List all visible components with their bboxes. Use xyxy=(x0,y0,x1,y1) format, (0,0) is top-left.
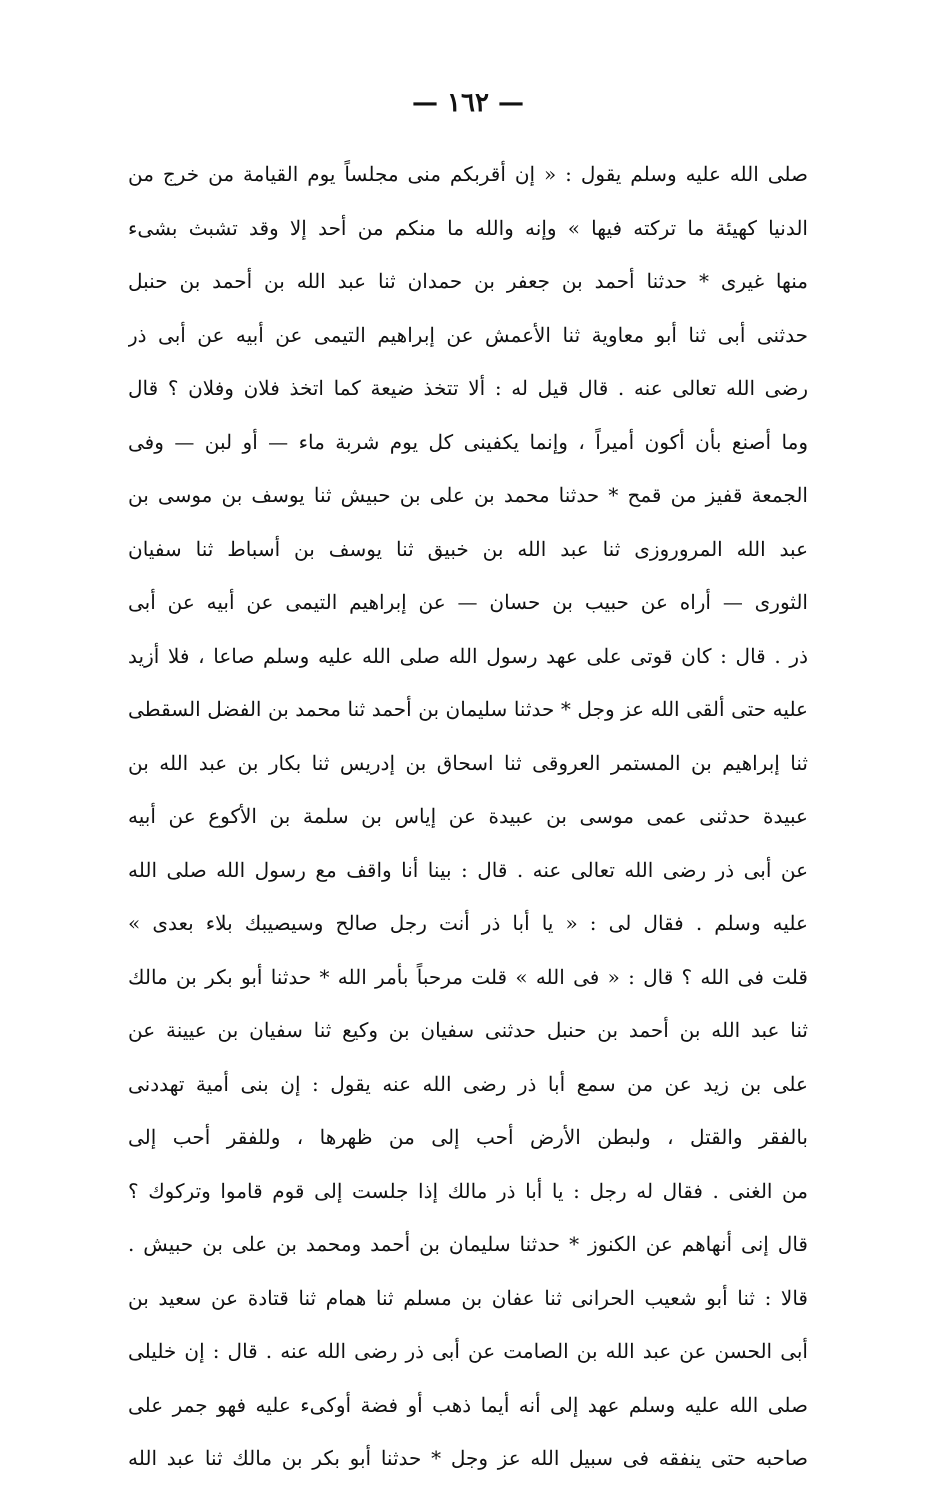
text-line: حدثنى أبى ثنا أبو معاوية ثنا الأعمش عن إبراهيم التيمى عن أبيه عن أبى ذر xyxy=(128,322,808,347)
text-line: عليه وسلم . فقال لى : « يا أبا ذر أنت رجل صالح وسيصيبك بلاء بعدى » xyxy=(128,911,808,935)
text-line: الجمعة قفيز من قمح * حدثنا محمد بن على بن حبيش ثنا يوسف بن موسى بن xyxy=(128,483,808,507)
text-line: ثنا إبراهيم بن المستمر العروقى ثنا اسحاق بن إدريس ثنا بكار بن عبد الله بن xyxy=(128,750,808,775)
text-line: الثورى — أراه عن حبيب بن حسان — عن إبراهيم التيمى عن أبيه عن أبى xyxy=(128,590,808,614)
text-line: وما أصنع بأن أكون أميراً ، وإنما يكفينى كل يوم شربة ماء — أو لبن — وفى xyxy=(128,429,808,454)
text-line: الدنيا كهيئة ما تركته فيها » وإنه والله ما منكم من أحد إلا وقد تشبث بشىء xyxy=(128,215,808,240)
text-line: منها غيرى * حدثنا أحمد بن جعفر بن حمدان ثنا عبد الله بن أحمد بن حنبل xyxy=(128,269,808,293)
text-line: من الغنى . فقال له رجل : يا أبا ذر مالك إذا جلست إلى قوم قاموا وتركوك ؟ xyxy=(128,1178,808,1203)
text-line: عبيدة حدثنى عمى موسى بن عبيدة عن إياس بن سلمة بن الأكوع عن أبيه xyxy=(128,804,808,828)
text-line: عبد الله المروروزى ثنا عبد الله بن خبيق ثنا يوسف بن أسباط ثنا سفيان xyxy=(128,536,808,561)
text-line: بالفقر والقتل ، ولبطن الأرض أحب إلى من ظهرها ، وللفقر أحب إلى xyxy=(128,1125,808,1149)
text-line: ذر . قال : كان قوتى على عهد رسول الله صلى الله عليه وسلم صاعا ، فلا أزيد xyxy=(128,643,808,668)
text-line: قالا : ثنا أبو شعيب الحرانى ثنا عفان بن مسلم ثنا همام ثنا قتادة عن سعيد بن xyxy=(128,1285,808,1310)
text-line: على بن زيد عن من سمع أبا ذر رضى الله عنه يقول : إن بنى أمية تهددنى xyxy=(128,1071,808,1096)
text-line: رضى الله تعالى عنه . قال قيل له : ألا تتخذ ضيعة كما اتخذ فلان وفلان ؟ قال xyxy=(128,376,808,400)
text-line: قال إنى أنهاهم عن الكنوز * حدثنا سليمان بن أحمد ومحمد بن على بن حبيش . xyxy=(128,1232,808,1256)
text-line: عليه حتى ألقى الله عز وجل * حدثنا سليمان بن أحمد ثنا محمد بن الفضل السقطى xyxy=(128,697,808,721)
text-line: قلت فى الله ؟ قال : « فى الله » قلت مرحباً بأمر الله * حدثنا أبو بكر بن مالك xyxy=(128,964,808,989)
text-line: صلى الله عليه وسلم عهد إلى أنه أيما ذهب أو فضة أوكىء عليه فهو جمر على xyxy=(128,1392,808,1417)
text-line: صاحبه حتى ينفقه فى سبيل الله عز وجل * حدثنا أبو بكر بن مالك ثنا عبد الله xyxy=(128,1446,808,1470)
body-text xyxy=(128,148,808,1486)
text-line: صلى الله عليه وسلم يقول : « إن أقربكم منى مجلساً يوم القيامة من خرج من xyxy=(128,162,808,186)
page-number: — ١٦٢ — xyxy=(411,88,525,118)
text-line: عن أبى ذر رضى الله تعالى عنه . قال : بينا أنا واقف مع رسول الله صلى الله xyxy=(128,857,808,882)
text-line: ثنا عبد الله بن أحمد بن حنبل حدثنى سفيان بن وكيع ثنا سفيان بن عيينة عن xyxy=(128,1018,808,1042)
text-line: أبى الحسن عن عبد الله بن الصامت عن أبى ذر رضى الله عنه . قال : إن خليلى xyxy=(128,1339,808,1363)
